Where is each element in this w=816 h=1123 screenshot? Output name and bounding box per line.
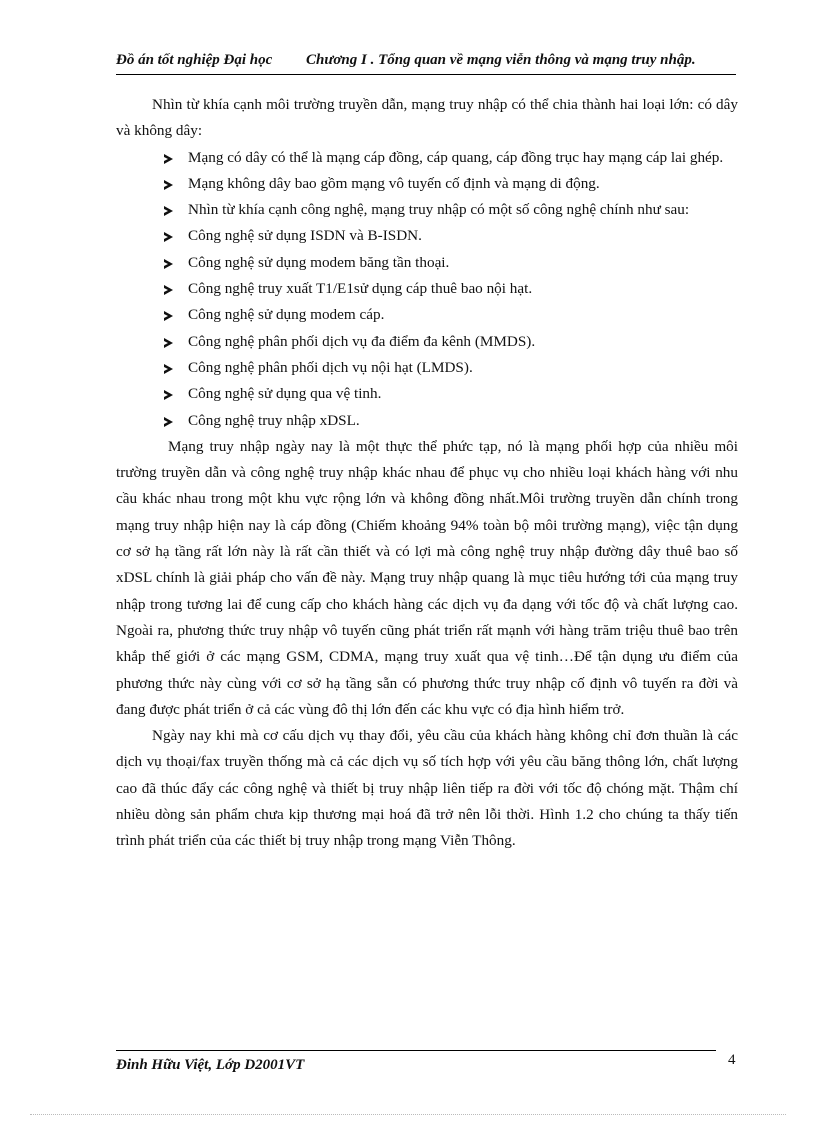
list-item	[116, 408, 738, 434]
list-item	[116, 355, 738, 381]
list-item-text: Công nghệ truy nhập xDSL.	[188, 411, 360, 429]
list-item-text: Công nghệ sử dụng ISDN và B-ISDN.	[188, 227, 422, 245]
arrow-bullet-icon	[164, 417, 173, 427]
list-item	[116, 145, 738, 171]
body-paragraph-1: Mạng truy nhập ngày nay là một thực thể phức tạp, nó là mạng phối hợp của nhiều môi trường truyền dẫn và công nghệ truy nhập khác nhau để phục vụ cho nhiều loại khách hàng với nhu cầu khác nhau trong một khu vực rộng lớn và không đồng nhất.Môi trường truyền dẫn chính trong mạng truy nhập hiện nay là cáp đồng (Chiếm khoảng 94% toàn bộ môi trường mạng), việc tận dụng cơ sở hạ tầng rất lớn này là rất cần thiết và có lợi mà công nghệ truy nhập đường dây thuê bao số xDSL chính là giải pháp cho vấn đề này. Mạng truy nhập quang là mục tiêu hướng tới của mạng truy nhập trong tương lai để cung cấp cho khách hàng các dịch vụ đa dạng với tốc độ và chất lượng cao. Ngoài ra, phương thức truy nhập vô tuyến cũng phát triển rất mạnh với hàng trăm triệu thuê bao trên khắp thế giới ở các mạng GSM, CDMA, mạng truy xuất qua vệ tinh…Để tận dụng ưu điểm của phương thức này cùng với cơ sở hạ tầng sẵn có phương thức truy nhập cố định vô tuyến ra đời và đang được phát triển ở cả các vùng đô thị lớn đến các khu vực có địa hình hiểm trở.	[116, 437, 738, 718]
arrow-bullet-icon	[164, 154, 173, 164]
list-item	[116, 250, 738, 276]
list-item-text: Nhìn từ khía cạnh công nghệ, mạng truy nhập có một số công nghệ chính như sau:	[188, 201, 690, 219]
list-item-text: Công nghệ phân phối dịch vụ nội hạt (LMDS).	[188, 358, 473, 376]
arrow-bullet-icon	[164, 259, 173, 269]
list-item-text: Công nghệ sử dụng modem băng tần thoại.	[188, 253, 450, 271]
body-paragraph-2: Ngày nay khi mà cơ cấu dịch vụ thay đổi, yêu cầu của khách hàng không chỉ đơn thuần là các dịch vụ thoại/fax truyền thống mà cả các dịch vụ số tích hợp với yêu cầu băng thông lớn, chất lượng cao đã thúc đẩy các công nghệ và thiết bị truy nhập liên tiếp ra đời với tốc độ chóng mặt. Thậm chí nhiều dòng sản phẩm chưa kịp thương mại hoá đã trở nên lỗi thời. Hình 1.2 cho chúng ta thấy tiến trình phát triển của các thiết bị truy nhập trong mạng Viễn Thông.	[116, 727, 738, 850]
page-bottom-border	[30, 1114, 786, 1115]
list-item	[116, 302, 738, 328]
page-number: 4	[728, 1052, 736, 1068]
document-body	[116, 92, 738, 855]
list-item-text: Công nghệ truy xuất T1/E1sử dụng cáp thuê bao nội hạt.	[188, 280, 533, 298]
list-item-text: Công nghệ sử dụng modem cáp.	[188, 306, 385, 324]
list-item	[116, 197, 738, 223]
list-item-text: Công nghệ sử dụng qua vệ tinh.	[188, 385, 382, 403]
header-thesis-title: Đồ án tốt nghiệp Đại học	[116, 52, 273, 68]
arrow-bullet-icon	[164, 232, 173, 242]
footer-rule	[116, 1050, 716, 1051]
arrow-bullet-icon	[164, 285, 173, 295]
arrow-bullet-icon	[164, 180, 173, 190]
list-item-text: Công nghệ phân phối dịch vụ đa điểm đa kênh (MMDS).	[188, 332, 536, 350]
list-item	[116, 381, 738, 407]
intro-paragraph: Nhìn từ khía cạnh môi trường truyền dẫn, mạng truy nhập có thể chia thành hai loại lớn: có dây và không dây:	[116, 96, 738, 140]
arrow-bullet-icon	[164, 311, 173, 321]
list-item-text: Mạng có dây có thể là mạng cáp đồng, cáp quang, cáp đồng trục hay mạng cáp lai ghép.	[188, 148, 724, 166]
arrow-bullet-icon	[164, 364, 173, 374]
arrow-bullet-icon	[164, 390, 173, 400]
arrow-bullet-icon	[164, 338, 173, 348]
list-item	[116, 329, 738, 355]
bullet-list	[116, 145, 738, 434]
list-item	[116, 171, 738, 197]
list-item	[116, 223, 738, 249]
list-item	[116, 276, 738, 302]
list-item-text: Mạng không dây bao gồm mạng vô tuyến cố định và mạng di động.	[188, 174, 600, 192]
footer-author: Đinh Hữu Việt, Lớp D2001VT	[116, 1057, 305, 1073]
page-header	[116, 52, 736, 75]
arrow-bullet-icon	[164, 206, 173, 216]
header-chapter-title: Chương I . Tổng quan về mạng viễn thông và mạng truy nhập.	[306, 52, 696, 68]
